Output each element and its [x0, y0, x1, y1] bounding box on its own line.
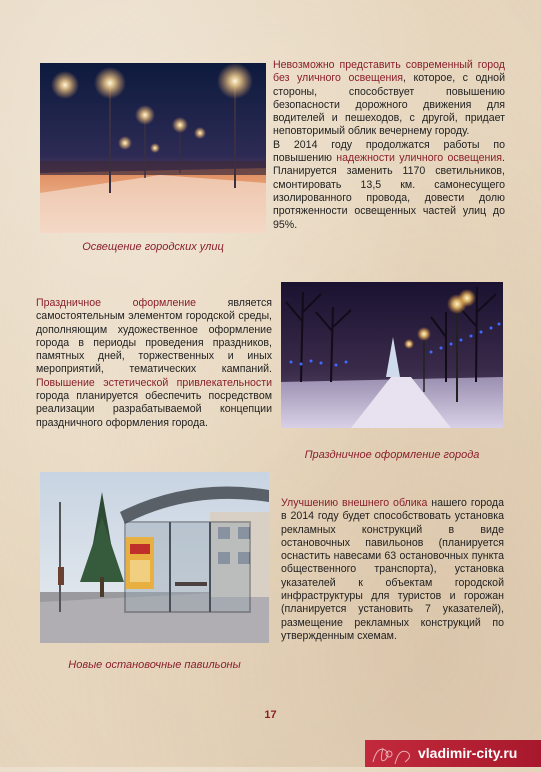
pavilion-paragraph	[281, 497, 504, 643]
footer-site-link[interactable]: vladimir-city.ru	[418, 745, 518, 761]
lighting-text-1: , которое, с одной стороны, способствует повышению безопасности дорожного движения для водителей и пешеходов, с другой, придает неповторимый облик вечернему городу.	[273, 72, 505, 138]
pavilion-highlight: Улучшению внешнего облика	[281, 497, 428, 509]
decoration-caption: Праздничное оформление города	[304, 449, 480, 461]
lighting-caption: Освещение городских улиц	[82, 241, 224, 253]
lighting-text-2a: В 2014 году продолжатся работы по повышению	[273, 138, 505, 165]
lighting-text-2b: . Планируется заменить 1170 светильников, смонтировать 13,5 км. самонесущего изолированного провода, довести долю протяженности освещенных частей улиц до 95%.	[273, 152, 505, 231]
decoration-text	[36, 297, 272, 430]
pavilion-caption: Новые остановочные павильоны	[68, 659, 241, 671]
lighting-paragraph-2	[273, 139, 505, 232]
lighting-paragraph-1	[273, 59, 505, 139]
lighting-highlight-2: надежности уличного освещения	[336, 152, 503, 165]
lighting-highlight-1: Невозможно представить современный город без уличного освещения	[273, 59, 505, 85]
decoration-paragraph	[36, 297, 272, 430]
decoration-highlight-1: Праздничное оформление	[36, 297, 197, 309]
decoration-text-a: является самостоятельным элементом городской среды, дополняющим художественное оформление города в периоды проведения праздников, памятных дней, торжественных и иных мероприятий, тематических кампаний.	[36, 297, 272, 376]
lighting-text	[273, 59, 505, 232]
decoration-highlight-2: Повышение эстетической привлекательности	[36, 376, 272, 389]
page-number: 17	[264, 709, 277, 721]
bus-stop-pavilion-photo	[40, 472, 269, 643]
ornament-icon	[365, 740, 425, 767]
decoration-text-b: города планируется обеспечить посредством реализации разрабатываемой концепции праздничного оформления города.	[36, 390, 272, 429]
holiday-decoration-photo	[281, 282, 503, 428]
street-lighting-photo	[40, 63, 266, 233]
pavilion-text	[281, 497, 504, 643]
pavilion-text-rest: нашего города в 2014 году будет способствовать установка рекламных конструкций в виде остановочных павильонов (планируется оснастить навесами 63 остановочных пункта общественного транспорта), установка указателей к объектам городской инфраструктуры для туристов и горожан (планируется установить 7 указателей), размещение рекламных конструкций по утвержденным схемам.	[281, 497, 504, 642]
